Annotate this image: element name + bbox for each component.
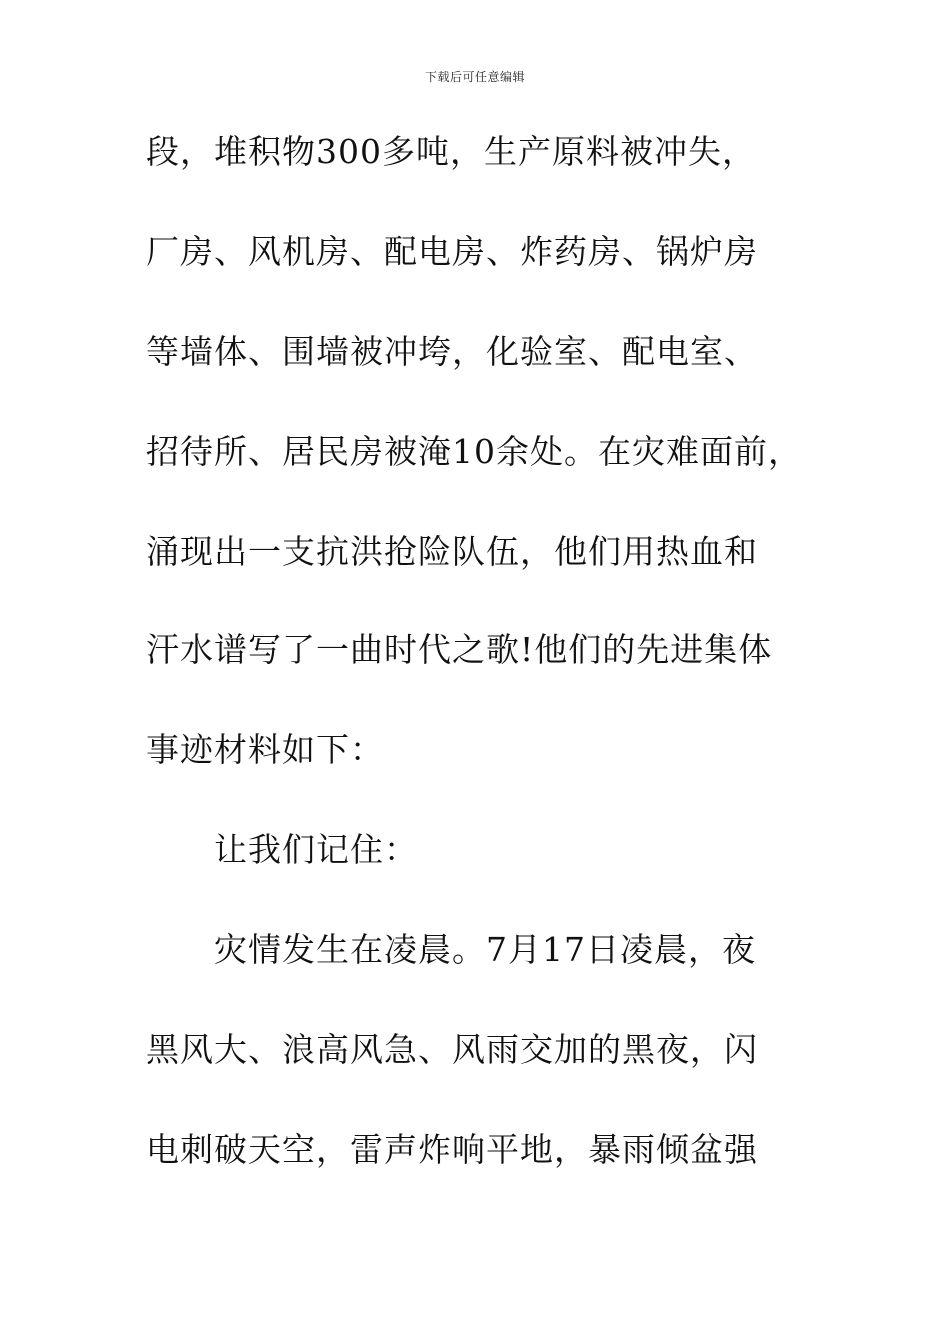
body-text-line: 等墙体、围墙被冲垮，化验室、配电室、: [146, 332, 758, 371]
body-text-line: 电刺破天空，雷声炸响平地，暴雨倾盆强: [146, 1130, 758, 1169]
body-text-line: 黑风大、浪高风急、风雨交加的黑夜，闪: [146, 1030, 758, 1069]
body-text-line: 涌现出一支抗洪抢险队伍，他们用热血和: [146, 532, 758, 571]
page-header-note: 下载后可任意编辑: [424, 70, 525, 84]
body-text-line: 汗水谱写了一曲时代之歌!他们的先进集体: [146, 630, 773, 669]
body-text-line: 灾情发生在凌晨。7月17日凌晨，夜: [214, 930, 756, 969]
body-text-line: 招待所、居民房被淹10余处。在灾难面前，: [146, 432, 802, 471]
body-text-line: 段，堆积物300多吨，生产原料被冲失，: [146, 132, 756, 171]
body-text-line: 事迹材料如下：: [146, 730, 384, 769]
paragraph-heading-line: 让我们记住：: [214, 830, 418, 869]
body-text-line: 厂房、风机房、配电房、炸药房、锅炉房: [146, 232, 758, 271]
